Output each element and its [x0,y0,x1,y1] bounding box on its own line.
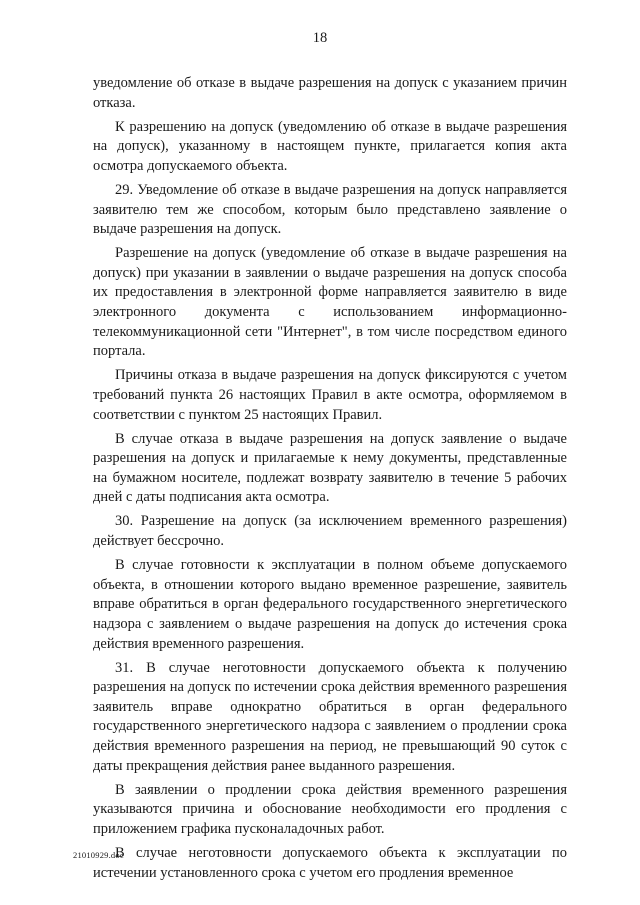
paragraph: В случае готовности к эксплуатации в полном объеме допускаемого объекта, в отношении которого выдано временное разрешение, заявитель вправе обратиться в орган федерального государственного энергетического надзора с заявлением о выдаче разрешения на допуск до истечения срока действия временного разрешения. [93,557,567,652]
paragraph: уведомление об отказе в выдаче разрешения на допуск с указанием причин отказа. [93,75,567,111]
page-number: 18 [312,30,328,46]
paragraph: Причины отказа в выдаче разрешения на допуск фиксируются с учетом требований пункта 26 настоящих Правил в акте осмотра, оформляемом в соответствии с пунктом 25 настоящих Правил. [93,367,567,423]
document-body [93,74,567,883]
paragraph: 31. В случае неготовности допускаемого объекта к получению разрешения на допуск по истечении срока действия временного разрешения заявитель вправе однократно обратиться в орган федерального государственного энергетического надзора с заявлением о продлении срока действия временного разрешения на период, не превышающий 90 суток с даты прекращения действия ранее выданного разрешения. [93,659,567,774]
paragraph: В случае отказа в выдаче разрешения на допуск заявление о выдаче разрешения на допуск и прилагаемые к нему документы, представленные на бумажном носителе, подлежат возврату заявителю в течение 5 рабочих дней с даты подписания акта осмотра. [93,430,567,506]
footer-file-name: 21010929.doc [73,850,124,860]
paragraph: Разрешение на допуск (уведомление об отказе в выдаче разрешения на допуск) при указании в заявлении о выдаче разрешения на допуск способа их предоставления в электронной форме направляется заявителю в виде электронного документа с использованием информационно-телекоммуникационной сети "Интернет", в том числе посредством единого портала. [93,245,567,360]
paragraph: К разрешению на допуск (уведомлению об отказе в выдаче разрешения на допуск), указанному в настоящем пункте, прилагается копия акта осмотра допускаемого объекта. [93,118,567,174]
paragraph: В случае неготовности допускаемого объекта к эксплуатации по истечении установленного срока с учетом его продления временное [93,844,567,881]
paragraph: 29. Уведомление об отказе в выдаче разрешения на допуск направляется заявителю тем же способом, которым было представлено заявление о выдаче разрешения на допуск. [93,181,567,238]
paragraph: В заявлении о продлении срока действия временного разрешения указываются причина и обоснование необходимости его продления с приложением графика пусконаладочных работ. [93,781,567,837]
paragraph: 30. Разрешение на допуск (за исключением временного разрешения) действует бессрочно. [93,513,567,550]
